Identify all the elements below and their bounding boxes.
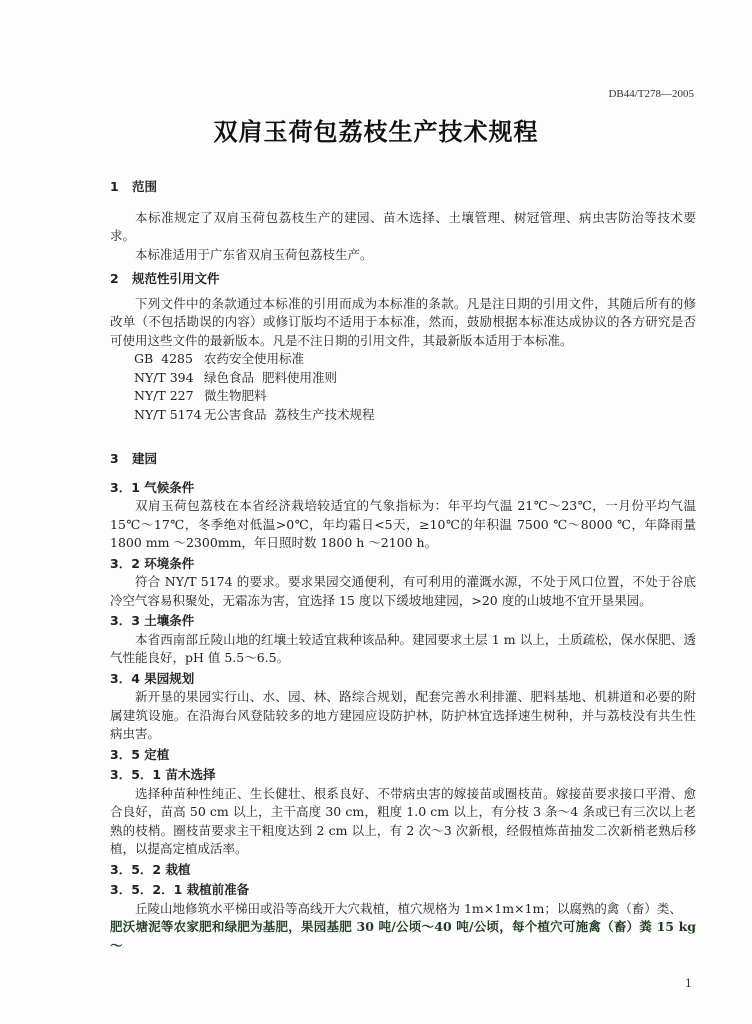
reference-item <box>110 406 696 425</box>
subsection-3-5-heading: 3．5 定植 <box>110 746 170 762</box>
subsection-3-3-text: 本省西南部丘陵山地的红壤土较适宜栽种该品种。建园要求土层 1 m 以上，土质疏松，保水保肥、透气性能良好，pH 值 5.5～6.5。 <box>110 631 696 665</box>
subsection-3-2-text: 符合 NY/T 5174 的要求。要求果园交通便利，有可利用的灌溉水源，不处于风口位置，不处于谷底冷空气容易积聚处，无霜冻为害，宜选择 15 度以下缓坡地建园，>20 度的山坡地不宜开垦果园。 <box>110 574 696 608</box>
section-3-title: 建园 <box>132 451 158 466</box>
reference-item <box>110 369 696 388</box>
subsection-3-5-2-1-text: 丘陵山地修筑水平梯田或沿等高线开大穴栽植，植穴规格为 1m×1m×1m；以腐熟的禽（畜）类、 <box>135 900 682 916</box>
section-3-heading <box>110 450 696 469</box>
reference-name: 无公害食品 荔枝生产技术规程 <box>204 406 375 422</box>
reference-code: NY/T 227 <box>134 388 194 403</box>
section-1-paragraph-1: 本标准规定了双肩玉荷包荔枝生产的建园、苗木选择、土壤管理、树冠管理、病虫害防治等技术要求。 <box>110 209 696 243</box>
reference-name: 绿色食品 肥料使用准则 <box>204 369 337 385</box>
subsection-3-5-2-heading: 3．5．2 栽植 <box>110 861 191 877</box>
subsection-3-5-2-1-heading: 3．5．2．1 栽植前准备 <box>110 882 250 897</box>
subsection-3-1-text: 双肩玉荷包荔枝在本省经济栽培较适宜的气象指标为：年平均气温 21℃～23℃，一月份平均气温 15℃～17℃，冬季绝对低温>0℃，年均霜日<5天，≥10℃的年积温 7500 ℃～8000 ℃，年降雨量 1800 mm ～2300mm，年日照时数 1800 h ～2100 h。 <box>110 498 696 550</box>
reference-code: NY/T 394 <box>134 369 194 385</box>
subsection-3-1-heading: 3．1 气候条件 <box>110 479 195 495</box>
section-1-title: 范围 <box>132 179 158 194</box>
page-number: 1 <box>685 977 692 990</box>
reference-item <box>110 387 696 406</box>
subsection-3-5-1-text: 选择种苗种性纯正、生长健壮、根系良好、不带病虫害的嫁接苗或圈枝苗。嫁接苗要求接口平滑、愈合良好，苗高 50 cm 以上，主干高度 30 cm，粗度 1.0 cm 以上，有分枝 3 条～4 条或已有三次以上老熟的枝梢。圈枝苗要求主干粗度达到 2 cm 以上，有 2 次～3 次新根，经假植炼苗抽发二次新梢老熟后移植，以提高定植成活率。 <box>110 785 696 856</box>
reference-name: 微生物肥料 <box>204 388 267 403</box>
reference-code: GB 4285 <box>134 351 193 366</box>
reference-item <box>110 350 696 369</box>
document-title: 双肩玉荷包荔枝生产技术规程 <box>213 118 539 146</box>
subsection-3-4-text: 新开垦的果园实行山、水、园、林、路综合规划，配套完善水利排灌、肥料基地、机耕道和必要的附属建筑设施。在沿海台风登陆较多的地方建园应设防护林，防护林宜选择速生树种，并与荔枝没有共生性病虫害。 <box>110 689 696 741</box>
section-1-heading <box>110 178 696 197</box>
subsection-3-4-heading: 3．4 果园规划 <box>110 670 195 686</box>
document-body <box>110 178 696 955</box>
reference-name: 农药安全使用标准 <box>204 351 305 366</box>
section-1-paragraph-2: 本标准适用于广东省双肩玉荷包荔枝生产。 <box>135 246 373 262</box>
section-2-heading <box>110 270 696 289</box>
standard-code: DB44/T278—2005 <box>608 88 694 100</box>
section-3-number: 3 <box>110 451 119 466</box>
reference-code: NY/T 5174 <box>134 406 202 422</box>
section-2-title: 规范性引用文件 <box>132 271 220 286</box>
section-1-number: 1 <box>110 179 119 194</box>
subsection-3-5-2-1-text-continued: 肥沃塘泥等农家肥和绿肥为基肥，果园基肥 30 吨/公顷～40 吨/公顷，每个植穴可施禽（畜）粪 15 kg～ <box>110 919 696 953</box>
subsection-3-5-1-heading: 3．5．1 苗木选择 <box>110 767 216 782</box>
subsection-3-3-heading: 3．3 土壤条件 <box>110 613 195 628</box>
subsection-3-2-heading: 3．2 环境条件 <box>110 555 195 571</box>
section-2-number: 2 <box>110 271 119 286</box>
section-2-paragraph: 下列文件中的条款通过本标准的引用而成为本标准的条款。凡是注日期的引用文件，其随后所有的修改单（不包括勘误的内容）或修订版均不适用于本标准，然而，鼓励根据本标准达成协议的各方研究是否可使用这些文件的最新版本。凡是不注日期的引用文件，其最新版本适用于本标准。 <box>110 295 696 348</box>
